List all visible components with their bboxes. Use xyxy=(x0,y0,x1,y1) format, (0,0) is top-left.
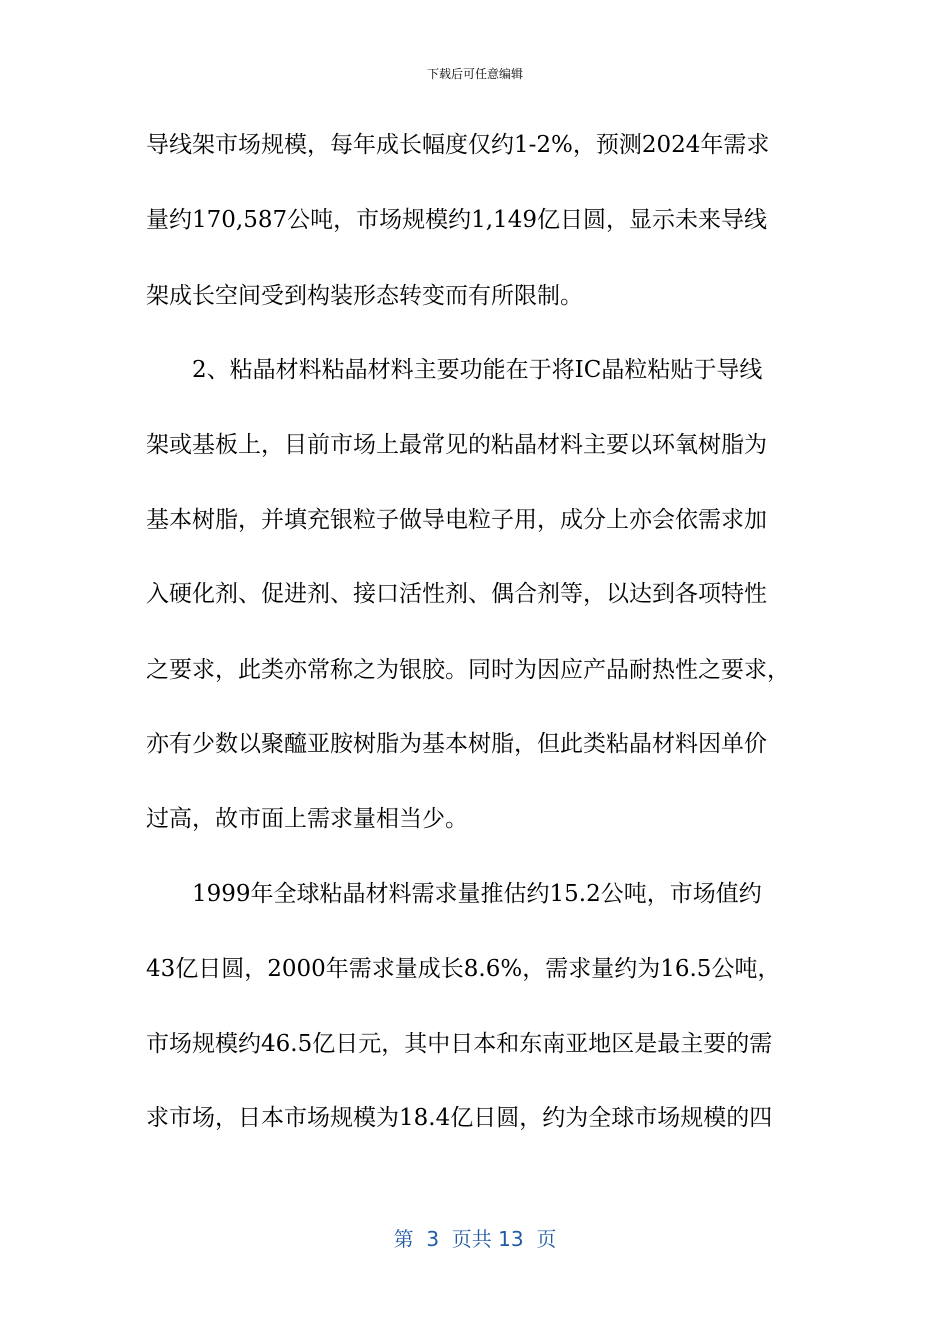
paragraph-start-line: 1999年全球粘晶材料需求量推估约15.2公吨，市场值约 xyxy=(192,881,762,907)
paragraph-start-line: 2、粘晶材料粘晶材料主要功能在于将IC晶粒粘贴于导线 xyxy=(192,357,763,383)
text-line: 求市场，日本市场规模为18.4亿日圆，约为全球市场规模的四 xyxy=(146,1105,773,1131)
text-line: 之要求，此类亦常称之为银胶。同时为因应产品耐热性之要求， xyxy=(146,657,790,683)
text-line: 43亿日圆，2000年需求量成长8.6%，需求量约为16.5公吨， xyxy=(146,956,781,982)
text-line: 量约170,587公吨，市场规模约1,149亿日圆，显示未来导线 xyxy=(146,207,767,233)
text-line: 导线架市场规模，每年成长幅度仅约1-2%，预测2024年需求 xyxy=(146,132,770,158)
text-line: 架或基板上，目前市场上最常见的粘晶材料主要以环氧树脂为 xyxy=(146,432,767,458)
page-number-footer: 第 3 页共 13 页 xyxy=(393,1227,557,1251)
text-line: 架成长空间受到构装形态转变而有所限制。 xyxy=(146,283,583,309)
text-line: 基本树脂，并填充银粒子做导电粒子用，成分上亦会依需求加 xyxy=(146,507,767,533)
text-line: 市场规模约46.5亿日元，其中日本和东南亚地区是最主要的需 xyxy=(146,1031,773,1057)
text-line: 过高，故市面上需求量相当少。 xyxy=(146,806,468,832)
text-line: 入硬化剂、促进剂、接口活性剂、偶合剂等，以达到各项特性 xyxy=(146,581,767,607)
page-header-note: 下载后可任意编辑 xyxy=(426,67,523,81)
text-line: 亦有少数以聚醯亚胺树脂为基本树脂，但此类粘晶材料因单价 xyxy=(146,731,767,757)
